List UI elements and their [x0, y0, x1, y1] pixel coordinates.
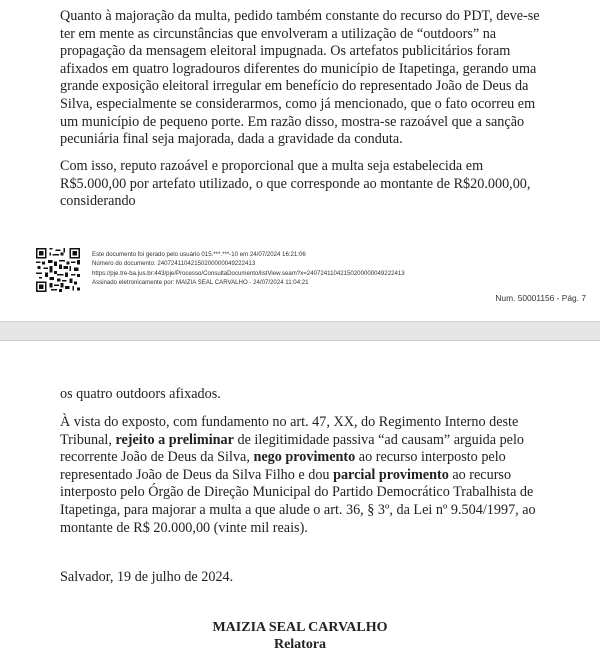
signed-by-line: Assinado eletronicamente por: MAIZIA SEAL CARVALHO - 24/07/2024 11:04:21 [92, 279, 309, 287]
page-number: Num. 50001156 - Pág. 7 [495, 293, 586, 303]
paragraph-fine-amount: Com isso, reputo razoável e proporcional que a multa seja estabelecida em R$5.000,00 por artefato utilizado, o que corresponde ao montante de R$20.000,00, considerando [60, 158, 531, 210]
document-page-7 [0, 0, 600, 322]
document-footer [36, 248, 586, 308]
paragraph-continuation: os quatro outdoors afixados. [60, 386, 221, 402]
bold-partial-grant: parcial provimento [333, 466, 449, 483]
document-number-line: Número do documento: 24072411042150200000049222413 [92, 260, 256, 268]
generated-by-line: Este documento foi gerado pelo usuário 015.***.***-10 em 24/07/2024 16:21:06 [92, 251, 306, 258]
document-metadata [92, 250, 512, 288]
qr-code-icon [36, 248, 80, 292]
signer-role: Relatora [273, 637, 327, 652]
signer-name: MAIZIA SEAL CARVALHO [212, 620, 388, 635]
bold-reject-preliminary: rejeito a preliminar [115, 431, 234, 448]
document-page-8 [0, 340, 600, 657]
document-url-link[interactable]: https://pje.tre-ba.jus.br:443/pje/Processo/ConsultaDocumento/listView.seam?x=24072411042150200000049222413 [92, 269, 405, 277]
bold-deny-appeal: nego provimento [253, 449, 356, 466]
place-and-date: Salvador, 19 de julho de 2024. [60, 569, 234, 585]
paragraph-decision: À vista do exposto, com fundamento no art. 47, XX, do Regimento Interno deste Tribunal, rejeito a preliminar de ilegitimidade passiva “ad causam” arguida pelo recorrente João de Deus da Silva, nego provimento ao recurso interposto pelo representado João de Deus da Silva Filho e dou parcial provimento ao recurso interposto pelo Órgão de Direção Municipal do Partido Democrático Trabalhista de Itapetinga, para majorar a multa a que alude o art. 36, § 3º, da Lei nº 9.504/1997, ao montante de R$ 20.000,00 (vinte mil reais). [60, 414, 536, 536]
paragraph-fine-increase: Quanto à majoração da multa, pedido também constante do recurso do PDT, deve-se ter em mente as circunstâncias que envolveram a utilização de “outdoors” na propagação da mensagem eleitoral impugnada. Os artefatos publicitários foram afixados em quatro logradouros diferentes do município de Itapetinga, gerando uma grande exposição eleitoral irregular em benefício do representado João de Deus da Silva, especialmente se considerarmos, como já mencionado, que o fato ocorreu em um município de pequeno porte. Em razão disso, mostra-se razoável que a sanção pecuniária final seja majorada, dada a gravidade da conduta. [60, 8, 540, 148]
